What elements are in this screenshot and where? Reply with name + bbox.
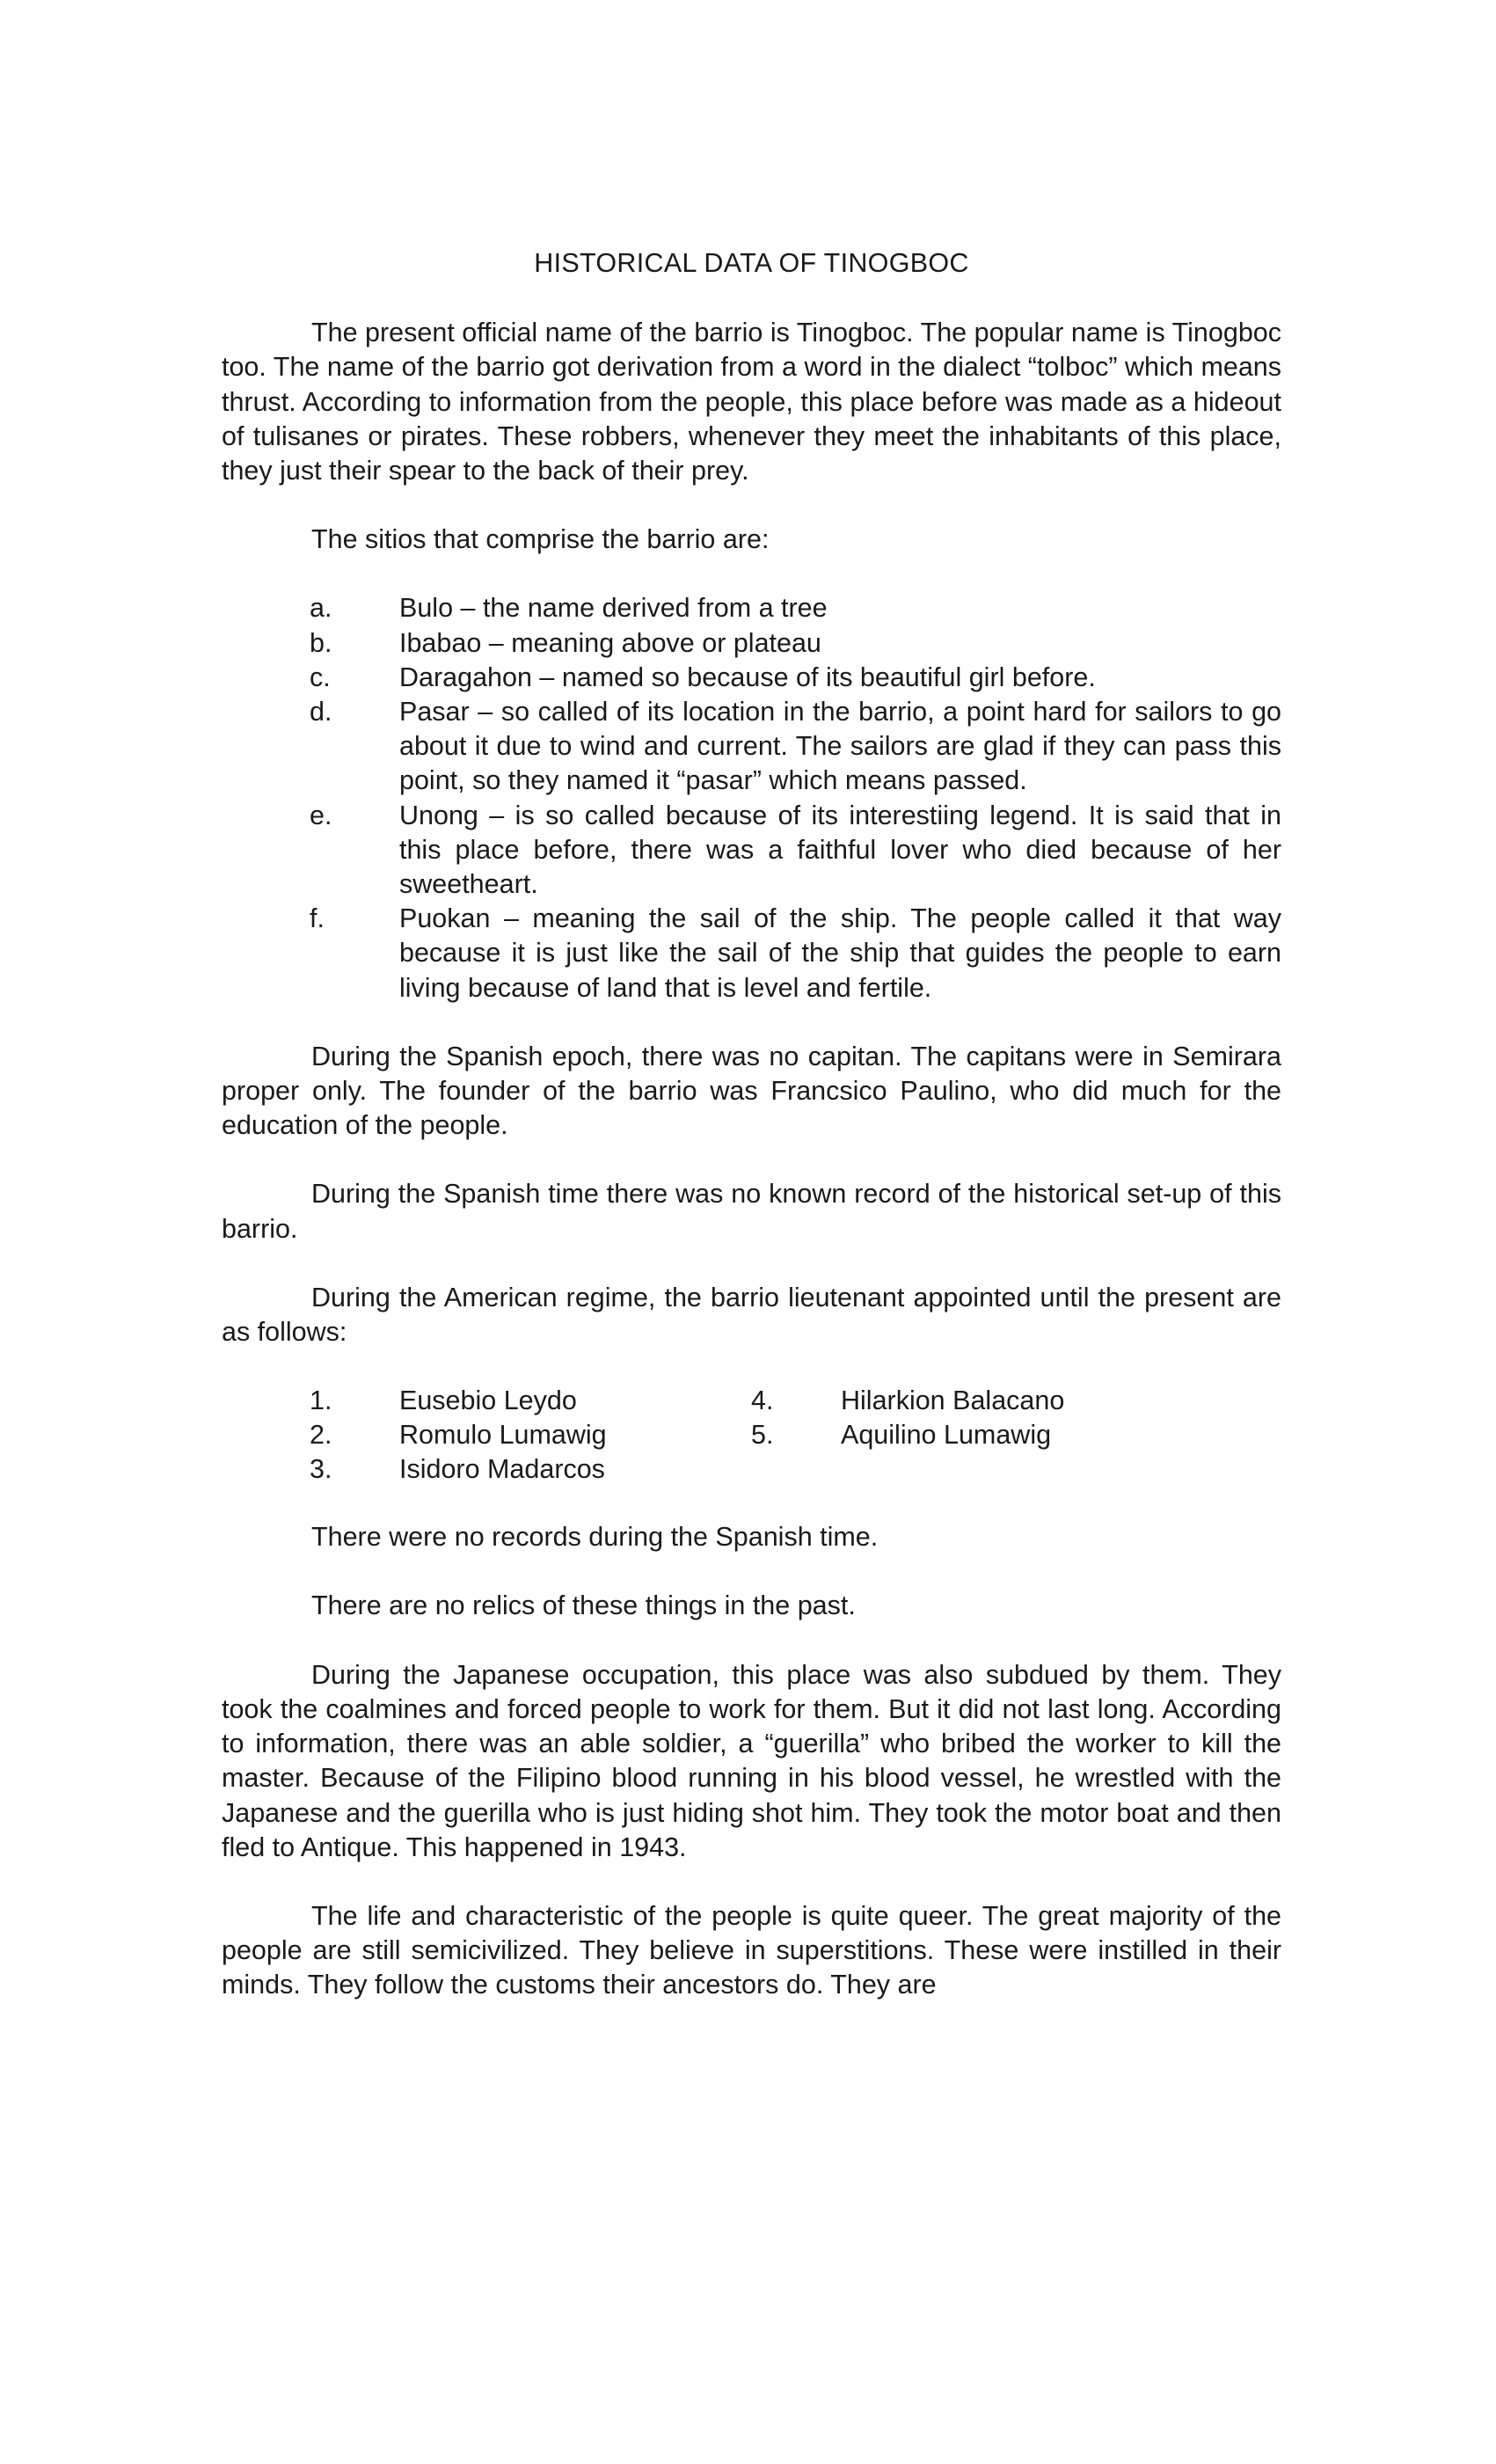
list-item — [751, 1384, 1064, 1418]
sitios-intro: The sitios that comprise the barrio are: — [311, 524, 770, 555]
list-item — [222, 695, 1281, 799]
list-item — [310, 1418, 607, 1452]
list-number: 5. — [751, 1420, 774, 1451]
list-marker: d. — [310, 697, 332, 728]
sitios-list — [222, 591, 1281, 1005]
list-marker: e. — [310, 800, 332, 830]
lieutenant-name: Eusebio Leydo — [399, 1386, 577, 1416]
lieutenant-name: Hilarkion Balacano — [841, 1386, 1065, 1416]
list-item — [310, 1384, 577, 1418]
lieutenants-list — [222, 1384, 1281, 1488]
list-item-text: Ibabao – meaning above or plateau — [399, 627, 821, 658]
paragraph-spanish-epoch: During the Spanish epoch, there was no capitan. The capitans were in Semirara proper only. The founder of the barrio was Francsico Paulino, who did much for the education of the people. — [222, 1041, 1281, 1141]
list-marker: c. — [310, 662, 331, 692]
list-number: 3. — [310, 1454, 332, 1485]
list-number: 4. — [751, 1386, 774, 1416]
paragraph-japanese-occupation: During the Japanese occupation, this place was also subdued by them. They took the coalmines and forced people to work for them. But it did not last long. According to information, there was an able soldier, a “guerilla” who bribed the worker to kill the master. Because of the Filipino blood running in his blood vessel, he wrestled with the Japanese and the guerilla who is just hiding shot him. They took the motor boat and then fled to Antique. This happened in 1943. — [222, 1659, 1281, 1862]
list-item — [751, 1418, 1051, 1452]
paragraph-life-characteristics: The life and characteristic of the people is quite queer. The great majority of the people are still semicivilized. They believe in superstitions. These were instilled in their minds. They follow the customs their ancestors do. They are — [222, 1900, 1281, 2000]
paragraph-name-origin: The present official name of the barrio is Tinogboc. The popular name is Tinogboc too. The name of the barrio got derivation from a word in the dialect “tolboc” which means thrust. According to information from the people, this place before was made as a hideout of tulisanes or pirates. These robbers, whenever they meet the inhabitants of this place, they just their spear to the back of their prey. — [222, 318, 1281, 486]
list-item-text: Puokan – meaning the sail of the ship. The people called it that way because it is just like the sail of the ship that guides the people to earn living because of land that is level and fertile. — [399, 903, 1281, 1003]
list-item — [222, 661, 1281, 695]
list-item — [222, 626, 1281, 661]
list-item-text: Bulo – the name derived from a tree — [399, 593, 828, 624]
document-page — [222, 246, 1281, 2037]
list-item — [222, 591, 1281, 625]
paragraph-no-relics: There are no relics of these things in the past. — [311, 1590, 856, 1621]
document-title: HISTORICAL DATA OF TINOGBOC — [534, 248, 969, 278]
list-item-text: Pasar – so called of its location in the barrio, a point hard for sailors to go about it due to wind and current. The sailors are glad if they can pass this point, so they named it “pasar” which means passed. — [399, 697, 1281, 796]
lieutenant-name: Romulo Lumawig — [399, 1420, 607, 1451]
list-item-text: Daragahon – named so because of its beautiful girl before. — [399, 662, 1096, 692]
lieutenant-name: Isidoro Madarcos — [399, 1454, 605, 1485]
list-number: 1. — [310, 1386, 332, 1416]
list-marker: b. — [310, 627, 332, 658]
paragraph-no-records: There were no records during the Spanish time. — [311, 1522, 879, 1553]
lieutenant-name: Aquilino Lumawig — [841, 1420, 1052, 1451]
list-item-text: Unong – is so called because of its interestiing legend. It is said that in this place before, there was a faithful lover who died because of her sweetheart. — [399, 800, 1281, 900]
list-number: 2. — [310, 1420, 332, 1451]
list-item — [310, 1452, 605, 1487]
list-marker: f. — [310, 903, 325, 934]
list-item — [222, 799, 1281, 903]
paragraph-american-regime: During the American regime, the barrio lieutenant appointed until the present are as follows: — [222, 1282, 1281, 1348]
paragraph-spanish-time: During the Spanish time there was no known record of the historical set-up of this barrio. — [222, 1179, 1281, 1244]
list-item — [222, 902, 1281, 1005]
list-marker: a. — [310, 593, 332, 624]
